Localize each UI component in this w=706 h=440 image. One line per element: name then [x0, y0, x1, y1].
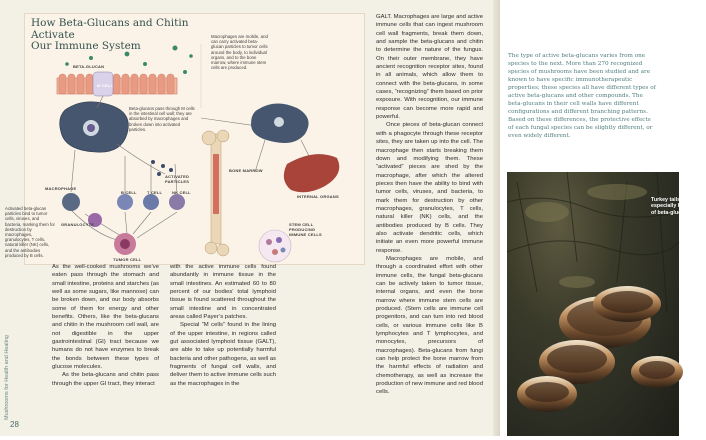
label-t-cell: T CELL — [147, 190, 163, 195]
macrophage-secondary — [251, 103, 309, 143]
label-macrophages-mobile: Macrophages are mobile, and can carry activated beta-glucan particles to tumor cells around the body, to individual organs, and to the bone marrow, where immune stem cells are produced. — [211, 34, 268, 71]
running-title: Mushrooms for Health and Healing — [4, 335, 10, 420]
diagram-title-line2: Our Immune System — [31, 40, 141, 52]
label-m-cell: M CELL — [97, 83, 114, 88]
tumor-cell-shape — [114, 233, 136, 255]
label-activated-bind: Activated beta-glucan particles bind to tumor cells, viruses, and bacteria, marking them for destruction by macrophages, granulocytes, T cells, natural killer (NK) cells, and the antibodies produced by B cells. — [5, 206, 55, 258]
label-macrophage: MACROPHAGE — [45, 186, 77, 191]
col3-paragraph-1: GALT. Macrophages are large and active immune cells that can ingest mushroom cell wall fragments, break them down, and sample the beta-glucans and chitin to determine the nature of the fungus. On their outer membrane, they have ancient recognition receptor sites, found in all animals, which allow them to connect with the beta-glucans, in some cases, “recognizing” them based on prior exposure. With recognition, our immune response can become more rapid and powerful. — [376, 14, 483, 121]
label-bone-marrow: BONE MARROW — [229, 168, 263, 173]
label-activated-particles: ACTIVATED PARTICLES — [165, 174, 190, 185]
label-pass-through: Beta-glucans pass through M cells in the intestinal cell wall; they are absorbed by macrophages and broken down into activated particles. — [129, 106, 195, 132]
label-stem-cell: STEM CELL PRODUCING IMMUNE CELLS — [289, 222, 322, 238]
diagram-title — [31, 18, 231, 53]
intestinal-wall — [57, 72, 177, 96]
label-granulocyte: GRANULOCYTE — [61, 222, 95, 227]
internal-organs-shape — [284, 154, 339, 192]
label-internal-organs: INTERNAL ORGANS — [297, 194, 339, 199]
col1-paragraph-2: As the beta-glucans and chitin pass through the upper GI tract, they interact — [52, 372, 159, 387]
stem-cell-shape — [259, 230, 291, 262]
col1-paragraph-1: As the well-cooked mushrooms we’ve eaten pass through the stomach and small intestine, proteins and starches (as well as some sugars, like mannose) can be broken down, and our body absorbs some of them for energy and other benefits. Others, like the beta-glucans and chitin in the mushroom cell wall, are not digestible in the upper gastrointestinal (GI) tract because we humans do not have enzymes to break the bonds between these types of glucose molecules. — [52, 264, 159, 371]
text-column-3 — [376, 13, 483, 397]
col3-paragraph-2: Once pieces of beta-glucan connect with a phagocyte through these receptor sites, they are taken up into the cell. The macrophage then starts breaking them down and modifying them. These “activated” pieces are shed by the macrophage, after which the altered pieces then have the ability to bind with tumor cells, viruses, and bacteria, to mark them for destruction by other macrophages, granulocytes, T cells, natural killer (NK) cells, and the antibodies produced by B cells. They also activate dendritic cells, which initiate an even more powerful immune response. — [376, 122, 483, 254]
label-tumor-cell: TUMOR CELL — [113, 257, 142, 262]
text-column-2 — [170, 263, 276, 388]
text-column-1 — [52, 263, 159, 388]
page-number: 28 — [10, 420, 19, 429]
bone-shape — [202, 130, 229, 256]
label-beta-glucan: BETA-GLUCAN — [73, 64, 105, 69]
col3-paragraph-3: Macrophages are mobile, and through a coordinated effort with other immune cells, the fungal beta-glucans can be actively taken to tumor tissue, internal organs, and even the bone marrow where immune stem cells are produced. (Stem cells are immune cell progenitors, and can turn into red blood cells, or various immune cells like B lymphocytes and T lymphocytes, and monocytes, precursors of macrophages). Beta-glucans from fungi can help protect the bone marrow from the harmful effects of radiation and chemotherapy, as well as increase the production of new immune and red blood cells. — [376, 255, 483, 396]
immune-diagram — [5, 13, 365, 265]
col2-paragraph-2: Special “M cells” found in the lining of the upper intestine, in regions called gut associated lymphoid tissue (GALT), are able to take up potentially harmful bacteria and other pathogens, as well as fragments of fungal cell walls, and deliver them to active immune cells such as the macrophages in the — [170, 322, 276, 387]
diagram-title-line1: How Beta-Glucans and Chitin Activate — [31, 17, 189, 41]
sidebar-text: The type of active beta-glucans varies from one species to the next. More than 270 recognized species of mushrooms have been studied and are known to have specific immunotherapeutic properties; these species all have different types of active beta-glucans and other compounds. The beta-glucans in their cell walls have different configurations and different branching patterns. Based on these differences, the protective effects of each fungal species can be slightly different, or even widely different. — [508, 53, 656, 140]
photo-caption: Turkey tails have especially high levels of beta-glucans. — [651, 197, 706, 216]
page-gutter — [493, 0, 500, 436]
label-nk-cell: NK CELL — [172, 190, 191, 195]
col2-paragraph-1: with the active immune cells found abundantly in immune tissue in the small intestines. An estimated 60 to 80 percent of our bodies’ total lymphoid tissue is found scattered throughout the small intestine and in concentrated areas called Payer’s patches. — [170, 264, 276, 321]
label-b-cell: B CELL — [121, 190, 137, 195]
